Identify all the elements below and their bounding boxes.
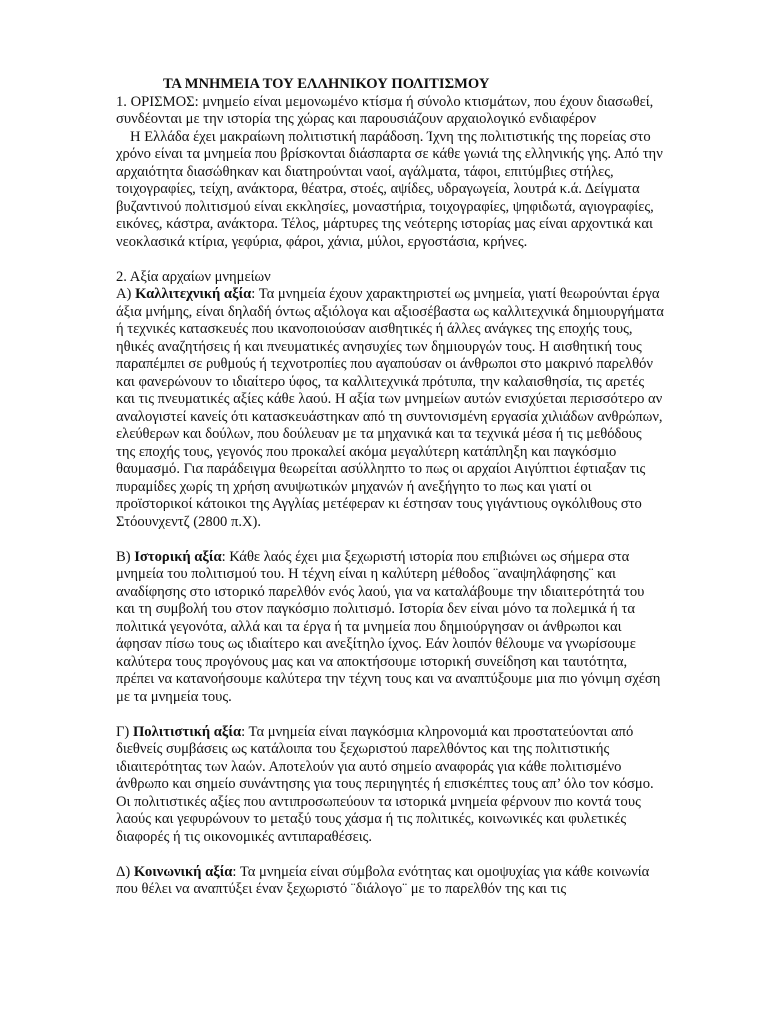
section-text: : Τα μνημεία είναι παγκόσμια κληρονομιά και προστατεύονται από διεθνείς συμβάσεις ως κατάλοιπα του ξεχωριστού παρελθόντος και της πολιτιστικής ιδιαιτερότητας των λαών. Αποτελούν για αυτό σημείο αναφοράς για κάθε πολιτισμένο άνθρωπο και σημείο συνάντησης για τους περιηγητές ή επισκέπτες τους απ’ όλο τον κόσμο. Οι πολιτιστικές αξίες που αντιπροσωπεύουν τα ιστορικά μνημεία φέρνουν πιο κοντά τους λαούς και γεφυρώνουν το μεταξύ τους χάσμα ή τις πολιτικές, κοινωνικές και φυλετικές διαφορές ή τις οικονομικές αντιπαραθέσεις. bbox=[116, 723, 654, 845]
section-prefix: Γ) bbox=[116, 723, 133, 740]
section-text: : Τα μνημεία είναι σύμβολα ενότητας και ομοψυχίας για κάθε κοινωνία που θέλει να αναπτύξει έναν ξεχωριστό ¨διάλογο¨ με το παρελθόν της και τις bbox=[116, 863, 650, 897]
paragraph-gap bbox=[116, 531, 664, 549]
section-term: Πολιτιστική αξία bbox=[132, 723, 242, 740]
section-social-value bbox=[116, 864, 664, 899]
section-term: Καλλιτεχνική αξία bbox=[135, 286, 252, 302]
section-historical-value bbox=[116, 549, 664, 707]
section-term: Ιστορική αξία bbox=[134, 548, 222, 565]
paragraph-gap bbox=[116, 251, 664, 269]
intro-paragraph: Η Ελλάδα έχει μακραίωνη πολιτιστική παράδοση. Ίχνη της πολιτιστικής της πορείας στο χρόνο είναι τα μνημεία που βρίσκονται διάσπαρτα σε κάθε γωνιά της ελληνικής γης. Από την αρχαιότητα διασώθηκαν και διατηρούνται ναοί, αγάλματα, τάφοι, επιτύμβιες στήλες, τοιχογραφίες, τείχη, ανάκτορα, θέατρα, στοές, αψίδες, υδραγωγεία, λουτρά κ.ά. Δείγματα βυζαντινού πολιτισμού είναι εκκλησίες, μοναστήρια, τοιχογραφίες, ψηφιδωτά, αγιογραφίες, εικόνες, κάστρα, ανάκτορα. Τέλος, μάρτυρες της νεότερης ιστορίας μας είναι αρχοντικά και νεοκλασικά κτίρια, γεφύρια, φάροι, χάνια, μύλοι, εργοστάσια, κρήνες. bbox=[116, 128, 663, 250]
paragraph-gap bbox=[116, 706, 664, 724]
section-text: : Κάθε λαός έχει μια ξεχωριστή ιστορία που επιβιώνει ως σήμερα στα μνημεία του πολιτισμού του. Η τέχνη είναι η καλύτερη μέθοδος ¨αναψηλάφησης¨ και αναδίφησης στο ιστορικό παρελθόν ενός λαού, για να καταλάβουμε την ιδιαιτερότητά του και τη συμβολή του στον παγκόσμιο πολιτισμό. Ιστορία δεν είναι μόνο τα πολεμικά ή τα πολιτικά γεγονότα, αλλά και τα έργα ή τα μνημεία που δημιούργησαν οι άνθρωποι και άφησαν πίσω τους ως ιδιαίτερο και ανεξίτηλο ίχνος. Εάν λοιπόν θέλουμε να γνωρίσουμε καλύτερα τους προγόνους μας και να αποκτήσουμε ιστορική συνείδηση και ταυτότητα, πρέπει να κατανοήσουμε καλύτερα την τέχνη τους και να αναπτύξουμε μια πιο γόνιμη σχέση με τα μνημεία τους. bbox=[116, 548, 661, 705]
definition-paragraph: 1. ΟΡΙΣΜΟΣ: μνημείο είναι μεμονωμένο κτίσμα ή σύνολο κτισμάτων, που έχουν διασωθεί, συνδέονται με την ιστορία της χώρας και παρουσιάζουν αρχαιολογικό ενδιαφέρον bbox=[116, 93, 654, 127]
document-page bbox=[116, 76, 664, 899]
section-term: Κοινωνική αξία bbox=[133, 863, 233, 880]
section-2-heading: 2. Αξία αρχαίων μνημείων bbox=[116, 268, 271, 285]
section-prefix: Β) bbox=[116, 548, 135, 565]
section-cultural-value bbox=[116, 724, 664, 847]
section-text: : Τα μνημεία έχουν χαρακτηριστεί ως μνημεία, γιατί θεωρούνται έργα άξια μνήμης, είναι δηλαδή όντως αξιόλογα και αξιοσέβαστα ως καλλιτεχνικά δημιουργήματα ή τεχνικές κατασκευές που ικανοποιούσαν αισθητικές ή άλλες ανάγκες της εποχής τους, ηθικές αναζητήσεις ή και πνευματικές ανησυχίες των δημιουργών τους. Η αισθητική τους παραπέμπει σε ρυθμούς ή τεχνοτροπίες που αγαπούσαν οι άνθρωποι στο μακρινό παρελθόν και φανερώνουν το ιδιαίτερο ύφος, τα καλλιτεχνικά πρότυπα, την καλαισθησία, τις αρετές και τις πνευματικές αξίες κάθε λαού. Η αξία των μνημείων αυτών ενισχύεται περισσότερο αν αναλογιστεί κανείς ότι κατασκευάστηκαν από τη συντονισμένη εργασία χιλιάδων ανθρώπων, ελεύθερων και δούλων, που δούλευαν με τα μηχανικά και τα τεχνικά μέσα ή τις μεθόδους της εποχής τους, γεγονός που προκαλεί ακόμα μεγαλύτερη κατάπληξη και παγκόσμιο θαυμασμό. Για παράδειγμα θεωρείται ασύλληπτο το πως οι αρχαίοι Αιγύπτιοι έφτιαξαν τις πυραμίδες χωρίς τη χρήση ανυψωτικών μηχανών ή ανεξήγητο το πως και γιατί οι προϊστορικοί κάτοικοι της Αγγλίας μετέφεραν κι έστησαν τους γιγάντιους ογκόλιθους στο Στόουνχεντζ (2800 π.Χ). bbox=[116, 286, 664, 530]
document-title: ΤΑ ΜΝΗΜΕΙΑ ΤΟΥ ΕΛΛΗΝΙΚΟΥ ΠΟΛΙΤΙΣΜΟΥ bbox=[163, 76, 490, 92]
section-prefix: Δ) bbox=[116, 863, 134, 880]
section-artistic-value bbox=[116, 286, 664, 531]
paragraph-gap bbox=[116, 846, 664, 864]
section-prefix: Α) bbox=[116, 286, 136, 302]
